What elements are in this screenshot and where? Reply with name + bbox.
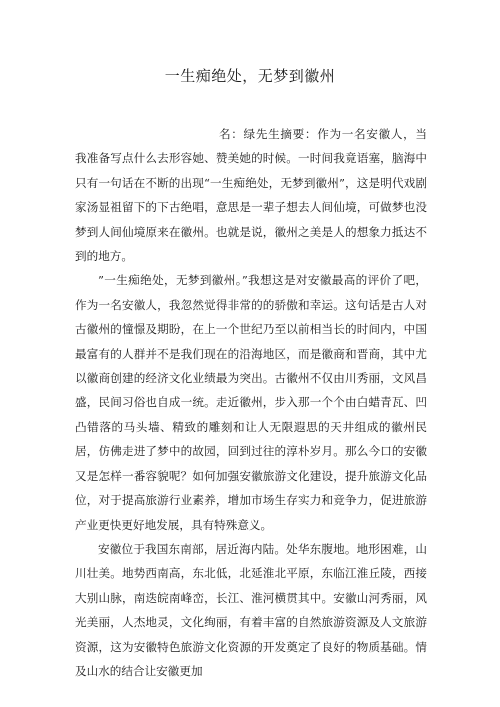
document-title: 一生痴绝处，无梦到徽州 [164, 67, 336, 85]
body-paragraph: 安徽位于我国东南部，居近海内陆。处华东腹地。地形困难，山川壮美。地势西南高，东北低，北延淮北平原，东临江淮丘陵，西接大别山脉，南迭皖南峰峦，长江、淮河横贯其中。安徽山河秀丽，风光美丽，人杰地灵，文化绚丽，有着丰富的自然旅游资源及人文旅游资源，这为安徽特色旅游文化资源的开发奠定了良好的物质基础。情及山水的结合让安徽更加 [75, 541, 427, 678]
body-paragraph: ”一生痴绝处，无梦到徽州。”我想这是对安徽最高的评价了吧，作为一名安徽人，我忽然觉得非常的的骄傲和幸运。这句话是古人对古徽州的憧憬及期盼，在上一个世纪乃至以前相当长的时间内，中国最富有的人群并不是我们现在的沿海地区，而是徽商和晋商，其中尤以徽商创建的经济文化业绩最为突出。古徽州不仅由川秀丽，文风昌盛，民间习俗也自成一统。走近徽州，步入那一个个由白蜡青瓦、凹凸错落的马头墙、精致的雕刻和让人无限遐思的天井组成的徽州民居，仿佛走进了梦中的故园，回到过往的淳朴岁月。那么今口的安徽又是怎样一番容貌呢？如何加强安徽旅游文化建设，提升旅游文化品位，对于提高旅游行业素养，增加市场生存实力和竞争力，促进旅游产业更快更好地发展，具有特殊意义。 [75, 273, 427, 532]
document-body [75, 122, 427, 683]
abstract-paragraph: 名：绿先生摘要：作为一名安徽人，当我准备写点什么去形容她、赞美她的时候。一时间我竟语塞，脑海中只有一句话在不断的出现“一生痴绝处，无梦到徽州”，这是明代戏剧家汤显祖留下的下古绝唱，意思是一辈子想去人间仙境，可做梦也没梦到人间仙境原来在徽州。也就是说，徽州之美是人的想象力抵达不到的地方。 [75, 127, 427, 264]
